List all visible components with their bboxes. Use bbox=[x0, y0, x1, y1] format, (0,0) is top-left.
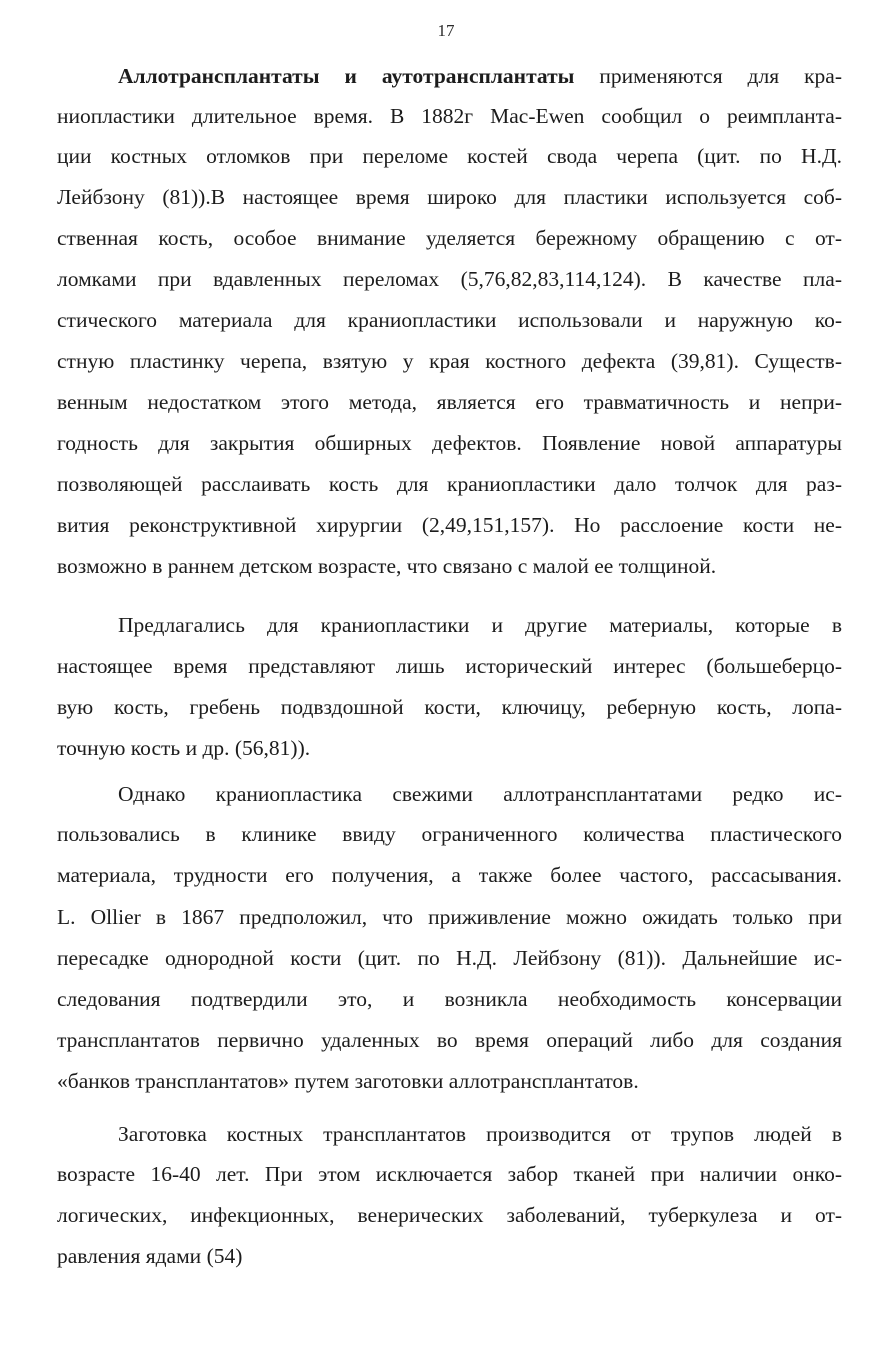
text-line: логических, инфекционных, венерических заболеваний, туберкулеза и от- bbox=[57, 1203, 842, 1227]
text-line: ственная кость, особое внимание уделяется бережному обращению с от- bbox=[57, 226, 842, 250]
bold-lead: Аллотрансплантаты и аутотрансплантаты bbox=[118, 64, 575, 88]
text-line: возрасте 16-40 лет. При этом исключается забор тканей при наличии онко- bbox=[57, 1162, 842, 1186]
text-line: стического материала для краниопластики использовали и наружную ко- bbox=[57, 308, 842, 332]
page-number: 17 bbox=[437, 21, 455, 40]
text-line: настоящее время представляют лишь исторический интерес (большеберцо- bbox=[57, 654, 842, 678]
text-line: позволяющей расслаивать кость для краниопластики дало толчок для раз- bbox=[57, 472, 842, 496]
text-line: стную пластинку черепа, взятую у края костного дефекта (39,81). Существ- bbox=[57, 349, 842, 373]
text-line: годность для закрытия обширных дефектов. Появление новой аппаратуры bbox=[57, 431, 842, 455]
text-line: «банков трансплантатов» путем заготовки аллотрансплантатов. bbox=[57, 1069, 639, 1093]
text-line: точную кость и др. (56,81)). bbox=[57, 736, 311, 760]
text-line: возможно в раннем детском возрасте, что связано с малой ее толщиной. bbox=[57, 554, 717, 578]
text-line: венным недостатком этого метода, является его травматичность и непри- bbox=[57, 390, 842, 414]
text-line: материала, трудности его получения, а также более частого, рассасывания. bbox=[57, 863, 842, 887]
text-line: пересадке однородной кости (цит. по Н.Д. Лейбзону (81)). Дальнейшие ис- bbox=[57, 946, 842, 970]
text-line: ломками при вдавленных переломах (5,76,82,83,114,124). В качестве пла- bbox=[57, 267, 842, 291]
text-line: трансплантатов первично удаленных во время операций либо для создания bbox=[57, 1028, 842, 1052]
text-line: Предлагались для краниопластики и другие материалы, которые в bbox=[118, 613, 842, 637]
text-line: вую кость, гребень подвздошной кости, ключицу, реберную кость, лопа- bbox=[57, 695, 842, 719]
text-line: следования подтвердили это, и возникла необходимость консервации bbox=[57, 987, 842, 1011]
text-line: равления ядами (54) bbox=[57, 1244, 243, 1268]
text-line: пользовались в клинике ввиду ограниченного количества пластического bbox=[57, 822, 842, 846]
text-line: вития реконструктивной хирургии (2,49,151,157). Но расслоение кости не- bbox=[57, 513, 842, 537]
text-line: ции костных отломков при переломе костей свода черепа (цит. по Н.Д. bbox=[57, 144, 842, 168]
text-line: Заготовка костных трансплантатов производится от трупов людей в bbox=[118, 1122, 842, 1146]
text-line: Лейбзону (81)).В настоящее время широко для пластики используется соб- bbox=[57, 185, 842, 209]
text-line: ниопластики длительное время. В 1882г Mac-Ewen сообщил о реимпланта- bbox=[57, 104, 842, 128]
text-line: L. Ollier в 1867 предположил, что приживление можно ожидать только при bbox=[57, 905, 842, 929]
text-line: Аллотрансплантаты и аутотрансплантаты применяются для кра- bbox=[118, 64, 842, 88]
text-line: Однако краниопластика свежими аллотрансплантатами редко ис- bbox=[118, 782, 842, 806]
